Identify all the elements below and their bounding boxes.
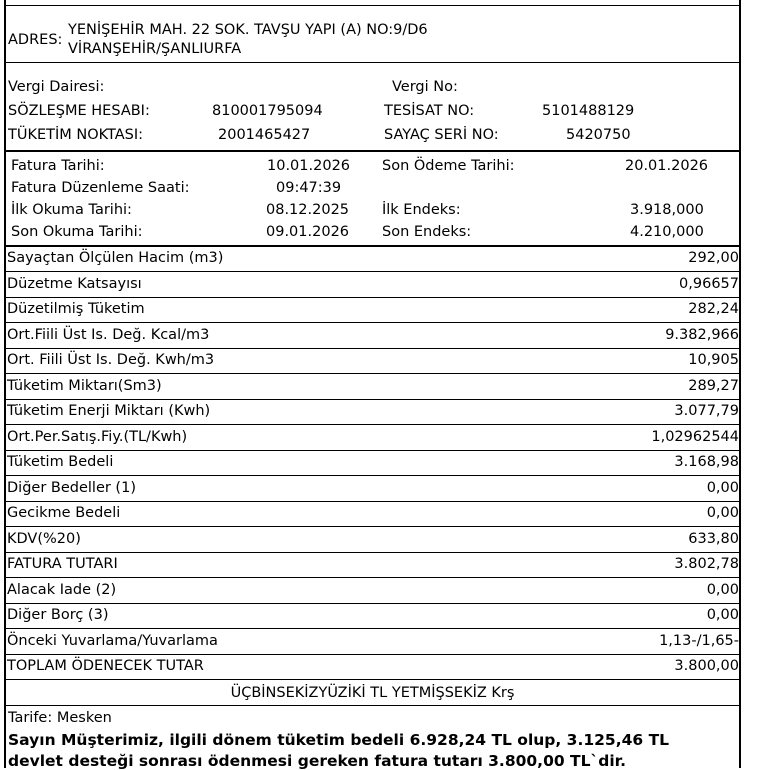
row-value: 289,27: [688, 377, 739, 394]
row-value: 0,00: [706, 505, 739, 521]
address-line-2: VİRANŞEHİR/ŞANLIURFA: [68, 41, 242, 57]
table-row: [4, 477, 741, 502]
row-label: Sayaçtan Ölçülen Hacim (m3): [7, 250, 224, 266]
fatura-tarihi-label: Fatura Tarihi:: [11, 158, 105, 174]
sayac-label: SAYAÇ SERİ NO:: [384, 127, 499, 143]
vergi-no-label: Vergi No:: [392, 79, 458, 95]
table-row: [4, 630, 741, 655]
row-value: 282,24: [688, 301, 739, 317]
row-label: Düzetme Katsayısı: [7, 275, 142, 292]
row-value: 9.382,966: [665, 326, 739, 343]
row-label: Düzetilmiş Tüketim: [7, 301, 145, 317]
table-row: [4, 502, 741, 527]
row-label: KDV(%20): [7, 530, 81, 547]
address-block: [4, 6, 741, 62]
notice-block: [4, 706, 741, 768]
notice-line-2: devlet desteği sonrası ödenmesi gereken fatura tutarı 3.800,00 TL`dir.: [8, 752, 626, 770]
account-block: [4, 63, 741, 150]
son-endeks-value: 4.210,000: [630, 224, 704, 240]
table-row: [4, 324, 741, 349]
ilk-okuma-label: İlk Okuma Tarihi:: [11, 202, 132, 218]
row-value: 0,00: [706, 581, 739, 598]
row-label: Ort. Fiili Üst Is. Değ. Kwh/m3: [7, 352, 215, 368]
row-value: 3.077,79: [674, 403, 739, 419]
sayac-value: 5420750: [566, 127, 631, 143]
row-value: 633,80: [688, 530, 739, 547]
table-row: [4, 400, 741, 425]
line-items-table: [4, 247, 741, 681]
row-label: Diğer Borç (3): [7, 607, 109, 623]
duzenleme-saati-label: Fatura Düzenleme Saati:: [11, 180, 190, 196]
son-odeme-label: Son Ödeme Tarihi:: [382, 158, 515, 174]
row-value: 1,02962544: [651, 428, 739, 445]
dates-block: [4, 152, 741, 246]
son-endeks-label: Son Endeks:: [382, 224, 472, 240]
ilk-endeks-value: 3.918,000: [630, 202, 704, 218]
ilk-okuma-value: 08.12.2025: [266, 202, 350, 218]
tesisat-value: 5101488129: [542, 103, 635, 119]
son-okuma-label: Son Okuma Tarihi:: [11, 224, 143, 240]
row-label: Tüketim Enerji Miktarı (Kwh): [7, 403, 211, 419]
ilk-endeks-label: İlk Endeks:: [382, 202, 461, 218]
row-value: 0,96657: [679, 275, 739, 292]
table-row: [4, 451, 741, 476]
row-label: TOPLAM ÖDENECEK TUTAR: [7, 658, 204, 674]
row-value: 10,905: [688, 352, 739, 368]
tuketim-noktasi-label: TÜKETİM NOKTASI:: [8, 127, 144, 143]
table-row: [4, 273, 741, 298]
row-value: 3.800,00: [674, 658, 739, 674]
table-row: [4, 553, 741, 578]
table-row: [4, 579, 741, 604]
table-row: [4, 528, 741, 553]
row-label: Ort.Per.Satış.Fiy.(TL/Kwh): [7, 428, 188, 445]
row-value: 3.168,98: [674, 454, 739, 470]
row-value: 0,00: [706, 607, 739, 623]
tesisat-label: TESİSAT NO:: [384, 103, 475, 119]
table-row: [4, 375, 741, 400]
fatura-tarihi-value: 10.01.2026: [267, 158, 351, 174]
row-label: Ort.Fiili Üst Is. Değ. Kcal/m3: [7, 326, 210, 343]
amount-in-words: ÜÇBİNSEKİZYÜZİKİ TL YETMİŞSEKİZ Krş: [230, 685, 515, 701]
sozlesme-value: 810001795094: [212, 103, 323, 119]
tarife-text: Tarife: Mesken: [8, 710, 112, 726]
row-value: 3.802,78: [674, 556, 739, 572]
row-value: 292,00: [688, 250, 739, 266]
son-okuma-value: 09.01.2026: [266, 224, 350, 240]
row-label: Önceki Yuvarlama/Yuvarlama: [7, 632, 218, 649]
tuketim-noktasi-value: 2001465427: [218, 127, 311, 143]
row-label: Diğer Bedeller (1): [7, 479, 136, 496]
son-odeme-value: 20.01.2026: [625, 158, 709, 174]
table-row: [4, 298, 741, 323]
table-row: [4, 349, 741, 374]
row-label: FATURA TUTARI: [7, 556, 118, 572]
row-value: 0,00: [706, 479, 739, 496]
row-label: Gecikme Bedeli: [7, 505, 121, 521]
row-label: Tüketim Bedeli: [7, 454, 114, 470]
table-row: [4, 604, 741, 629]
table-row: [4, 247, 741, 272]
table-row: [4, 655, 741, 680]
row-value: 1,13-/1,65-: [659, 632, 739, 649]
sozlesme-label: SÖZLEŞME HESABI:: [8, 103, 150, 119]
row-label: Alacak Iade (2): [7, 581, 117, 598]
notice-line-1: Sayın Müşterimiz, ilgili dönem tüketim bedeli 6.928,24 TL olup, 3.125,46 TL: [8, 731, 670, 749]
table-row: [4, 426, 741, 451]
row-label: Tüketim Miktarı(Sm3): [7, 377, 162, 394]
amount-words-row: [4, 681, 741, 706]
duzenleme-saati-value: 09:47:39: [276, 180, 342, 196]
vergi-dairesi-label: Vergi Dairesi:: [8, 79, 105, 95]
address-label: ADRES:: [8, 32, 63, 48]
address-line-1: YENİŞEHİR MAH. 22 SOK. TAVŞU YAPI (A) NO:9/D6: [68, 22, 428, 38]
